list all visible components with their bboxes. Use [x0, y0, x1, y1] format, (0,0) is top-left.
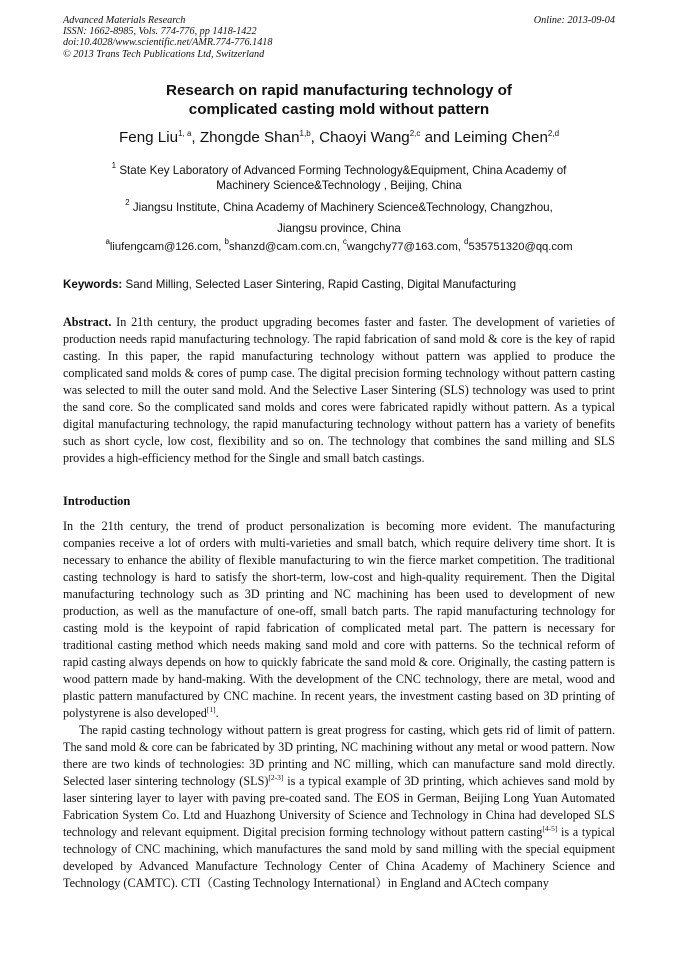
author-affiliation-mark: 1, a: [178, 129, 192, 138]
abstract: [63, 314, 615, 467]
introduction-body: [63, 518, 615, 892]
affiliation-number: 1: [111, 161, 117, 170]
author-name: Zhongde Shan: [199, 129, 300, 146]
author-name: Leiming Chen: [454, 129, 548, 146]
citation[interactable]: [1]: [206, 705, 216, 714]
abstract-label: Abstract.: [63, 315, 112, 329]
email-address[interactable]: wangchy77@163.com: [346, 241, 458, 253]
keywords: [63, 277, 623, 293]
email-address[interactable]: liufengcam@126.com: [109, 241, 219, 253]
issn: ISSN: 1662-8985, Vols. 774-776, pp 1418-1422: [63, 26, 257, 38]
paragraph-text: The rapid casting technology without pattern is great progress for casting, which gets rid of limit of pattern. The sand mold & core can be fabricated by 3D printing, NC machining without any metal or wood pattern. Now there are two kinds of technologies: 3D printing and NC milling, which can manufacture sand mold directly. Selected laser sintering technology (SLS): [63, 723, 615, 788]
author-name: Chaoyi Wang: [319, 129, 410, 146]
online-date: Online: 2013-09-04: [533, 15, 615, 26]
title-line-1: Research on rapid manufacturing technology of: [166, 82, 512, 99]
affiliation-text: State Key Laboratory of Advanced Forming Technology&Equipment, China Academy of: [119, 164, 567, 177]
paragraph: [63, 518, 615, 722]
paragraph: [63, 722, 615, 892]
author-affiliation-mark: 2,d: [547, 129, 560, 138]
separator: and: [420, 129, 455, 146]
separator: ,: [191, 129, 200, 146]
author-affiliation-mark: 2,c: [409, 129, 421, 138]
keywords-text: Sand Milling, Selected Laser Sintering, Rapid Casting, Digital Manufacturing: [122, 278, 517, 291]
keywords-label: Keywords:: [63, 278, 123, 291]
affiliation-1: [40, 163, 638, 193]
affiliation-text: Machinery Science&Technology , Beijing, China: [216, 179, 462, 192]
citation[interactable]: [4-5]: [542, 824, 558, 833]
email-address[interactable]: 535751320@qq.com: [468, 241, 573, 253]
doi: doi:10.4028/www.scientific.net/AMR.774-776.1418: [63, 37, 273, 49]
email-list: $^a$liufengcam@126.com, $^b$shanzd@cam.com.cn, $^c$wangchy77@163.com, $^d$535751320@qq.com: [105, 237, 573, 253]
author-affiliation-mark: 1,b: [299, 129, 311, 138]
affiliation-2: [40, 200, 638, 236]
author-list: [40, 128, 638, 148]
affiliation-text: Jiangsu Institute, China Academy of Machinery Science&Technology, Changzhou,: [132, 201, 553, 214]
section-heading-introduction: Introduction: [63, 494, 131, 508]
author-name: Feng Liu: [118, 129, 179, 146]
abstract-text: In 21th century, the product upgrading becomes faster and faster. The development of varieties of production needs rapid manufacturing technology. The rapid fabrication of sand mold & core is the key of rapid casting. In this paper, the rapid manufacturing technology without pattern was applied to produce the complicated sand molds & cores of pump case. The digital precision forming technology without pattern casting was selected to mill the outer sand mold. And the Selective Laser Sintering (SLS) technology was used to print the sand core. So the complicated sand molds and cores were fabricated rapidly without pattern. As a typical digital manufacturing technology, the rapid manufacturing technology without pattern has a variety of benefits such as short cycle, low cost, flexibility and so on. The technology that combines the sand milling and SLS provides a high-efficiency method for the Single and small batch castings.: [63, 315, 615, 465]
paragraph-text: is a typical technology of CNC machining, which manufactures the sand mold by sand milling with the special equipment developed by Advanced Manufacture Technology Center of China Academy of Machinery Science and Technology (CAMTC). CTI（Casting Technology International）in England and ACtech company: [63, 825, 616, 890]
email-address[interactable]: shanzd@cam.com.cn: [228, 241, 337, 253]
email-mark: d: [464, 237, 469, 246]
email-mark: c: [342, 237, 347, 246]
separator: ,: [310, 129, 320, 146]
email-mark: b: [224, 237, 229, 246]
paper-title: [40, 81, 638, 119]
paragraph-text: In the 21th century, the trend of product personalization is becoming more evident. The manufacturing companies receive a lot of orders with multi-varieties and small batch, which require delivery time short. It is necessary to enhance the ability of flexible manufacturing to win the fierce market competition. The traditional casting technology is hard to satisfy the short-term, low-cost and high-quality requirement. Then the Digital manufacturing technology such as 3D printing and NC machining has been used to development of new production, as well as the manufacture of one-off, small batch parts. The rapid manufacturing technology for casting mold is the keypoint of rapid fabrication of complicated metal part. The pattern is necessary for traditional casting method which needs making sand mold and core with patterns. So the technical reform of rapid casting always depends on how to quickly fabricate the sand mold & core. Originally, the casting pattern is wood pattern made by hand-making. With the development of the CNC technology, there are metal, wood and plastic pattern manufactured by CNC machine. In recent years, the investment casting based on 3D printing of polystyrene is also developed: [63, 519, 615, 720]
paragraph-text: .: [215, 706, 219, 720]
journal-name: Advanced Materials Research: [63, 15, 186, 26]
paragraph-text: is a typical example of 3D printing, which achieves sand mold by laser sintering layer to layer with paving pre-coated sand. The EOS in German, Beijing Long Yuan Automated Fabrication System Co. Ltd and Huazhong University of Science and Technology in China had developed SLS technology and relevant equipment. Digital precision forming technology without pattern casting: [63, 774, 615, 839]
email-mark: a: [105, 237, 110, 246]
title-line-2: complicated casting mold without pattern: [188, 101, 490, 118]
citation[interactable]: [2-3]: [268, 773, 284, 782]
affiliation-number: 2: [125, 198, 130, 207]
copyright: © 2013 Trans Tech Publications Ltd, Switzerland: [63, 48, 265, 60]
affiliation-text: Jiangsu province, China: [277, 222, 401, 235]
journal-header: [63, 15, 615, 60]
